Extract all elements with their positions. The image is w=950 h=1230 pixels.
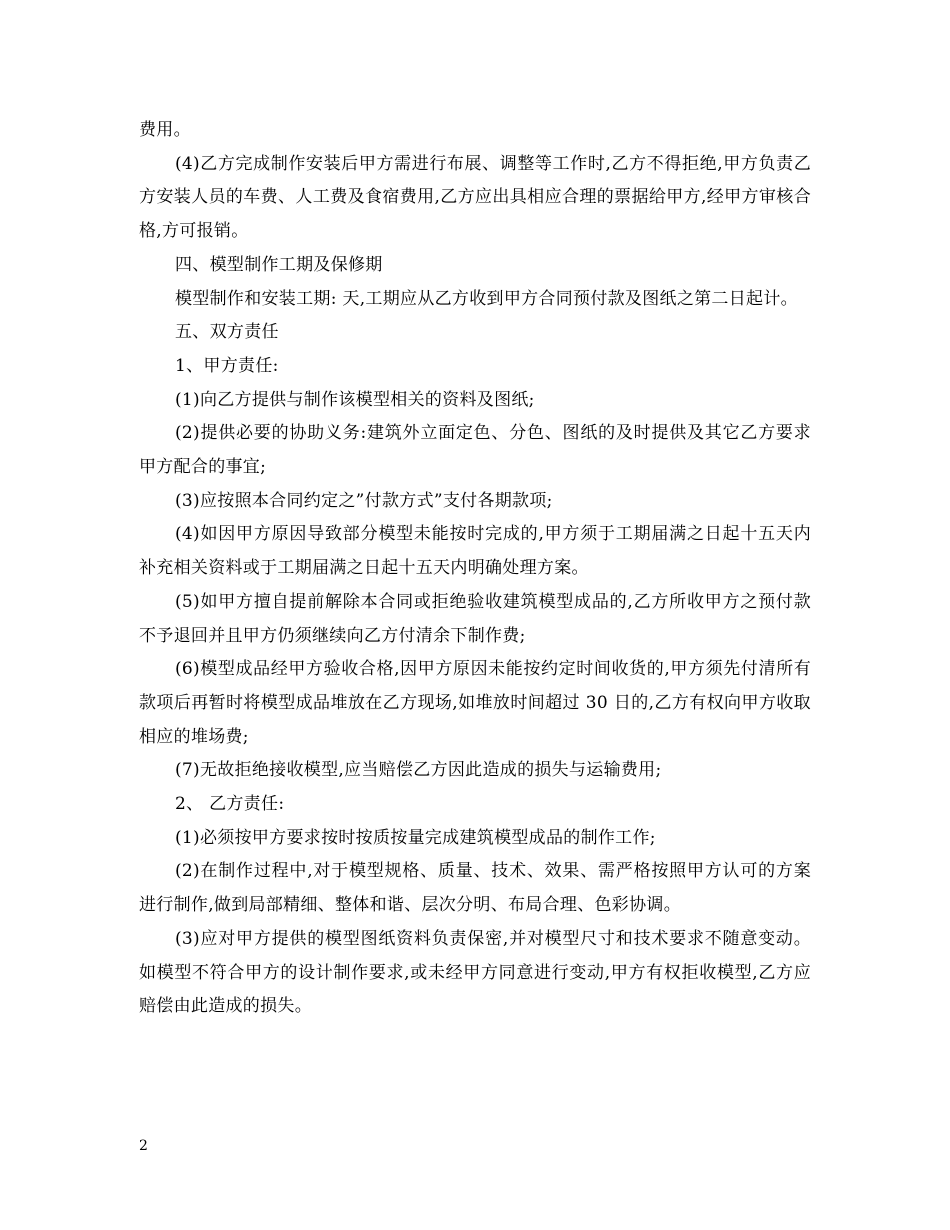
list-item: (1)向乙方提供与制作该模型相关的资料及图纸; [175, 389, 535, 410]
subsection-heading: 2、 乙方责任: [175, 794, 285, 815]
list-item: (2)在制作过程中,对于模型规格、质量、技术、效果、需严格按照甲方认可的方案进行制作,做到局部精细、整体和谐、层次分明、布局合理、色彩协调。 [139, 861, 811, 916]
list-item: (2)提供必要的协助义务:建筑外立面定色、分色、图纸的及时提供及其它乙方要求甲方配合的事宜; [139, 423, 811, 478]
page-number: 2 [139, 1138, 148, 1154]
section-heading: 五、双方责任 [175, 322, 279, 343]
list-item: (3)应对甲方提供的模型图纸资料负责保密,并对模型尺寸和技术要求不随意变动。如模型不符合甲方的设计制作要求,或未经甲方同意进行变动,甲方有权拒收模型,乙方应赔偿由此造成的损失。 [139, 928, 811, 1017]
list-item: (7)无故拒绝接收模型,应当赔偿乙方因此造成的损失与运输费用; [175, 760, 662, 781]
subsection-heading: 1、甲方责任: [175, 355, 279, 376]
list-item: (4)如因甲方原因导致部分模型未能按时完成的,甲方须于工期届满之日起十五天内补充相关资料或于工期届满之日起十五天内明确处理方案。 [139, 524, 811, 579]
list-item: (1)必须按甲方要求按时按质按量完成建筑模型成品的制作工作; [175, 827, 656, 848]
list-item: (5)如甲方擅自提前解除本合同或拒绝验收建筑模型成品的,乙方所收甲方之预付款不予退回并且甲方仍须继续向乙方付清余下制作费; [139, 591, 811, 646]
list-item: (3)应按照本合同约定之”付款方式”支付各期款项; [175, 490, 553, 511]
list-item: (6)模型成品经甲方验收合格,因甲方原因未能按约定时间收货的,甲方须先付清所有款项后再暂时将模型成品堆放在乙方现场,如堆放时间超过 30 日的,乙方有权向甲方收取相应的堆场费; [139, 659, 811, 747]
section-heading: 四、模型制作工期及保修期 [175, 254, 383, 275]
paragraph: (4)乙方完成制作安装后甲方需进行布展、调整等工作时,乙方不得拒绝,甲方负责乙方安装人员的车费、人工费及食宿费用,乙方应出具相应合理的票据给甲方,经甲方审核合格,方可报销。 [139, 153, 811, 242]
document-body [139, 114, 811, 1024]
paragraph: 模型制作和安装工期: 天,工期应从乙方收到甲方合同预付款及图纸之第二日起计。 [175, 288, 798, 309]
paragraph: 费用。 [139, 120, 191, 140]
